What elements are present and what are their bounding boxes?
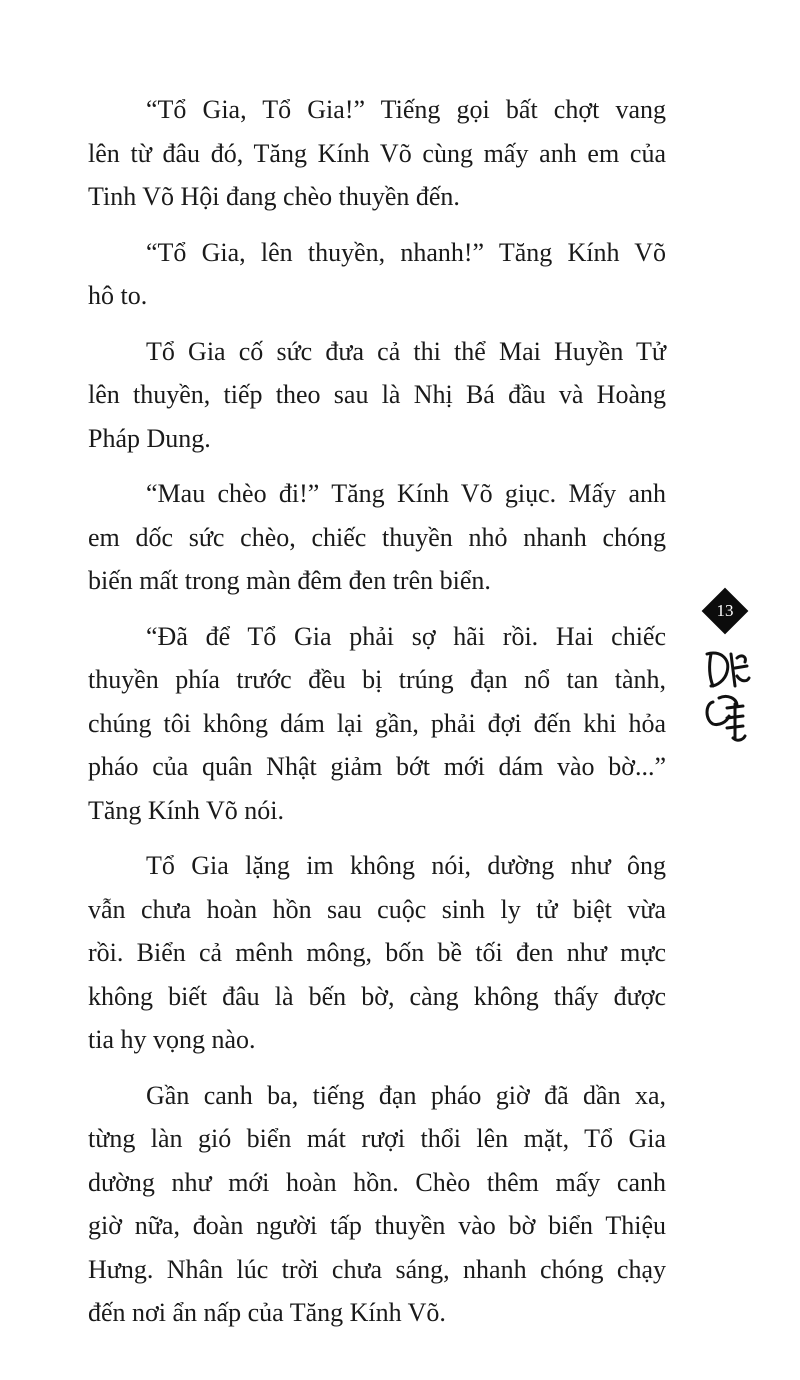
- text-line: pháo của quân Nhật giảm bớt mới dám vào bờ...”: [88, 752, 666, 781]
- text-line: chúng tôi không dám lại gần, phải đợi đến khi hỏa: [88, 708, 666, 738]
- text-line: Gần canh ba, tiếng đạn pháo giờ đã dần xa,: [146, 1080, 666, 1110]
- paragraph: [88, 231, 666, 318]
- page-number-badge: [702, 588, 748, 634]
- text-line: em dốc sức chèo, chiếc thuyền nhỏ nhanh chóng: [88, 522, 666, 552]
- text-line: lên thuyền, tiếp theo sau là Nhị Bá đầu và Hoàng: [88, 380, 666, 409]
- paragraph: [88, 330, 666, 461]
- text-line: rồi. Biển cả mênh mông, bốn bề tối đen như mực: [88, 938, 666, 967]
- page-number: 13: [716, 601, 734, 620]
- text-line: Hưng. Nhân lúc trời chưa sáng, nhanh chóng chạy: [88, 1254, 666, 1284]
- text-line: hô to.: [88, 281, 148, 310]
- text-line: tia hy vọng nào.: [88, 1025, 256, 1054]
- text-line: giờ nữa, đoàn người tấp thuyền vào bờ biển Thiệu: [88, 1211, 666, 1240]
- text-line: không biết đâu là bến bờ, càng không thấy được: [88, 981, 666, 1011]
- text-line: lên từ đâu đó, Tăng Kính Võ cùng mấy anh em của: [88, 138, 666, 168]
- text-line: từng làn gió biển mát rượi thổi lên mặt, Tổ Gia: [88, 1124, 666, 1153]
- text-line: biến mất trong màn đêm đen trên biển.: [88, 566, 491, 595]
- paragraph: [88, 472, 666, 603]
- text-line: Tổ Gia cố sức đưa cả thi thể Mai Huyền Tử: [146, 336, 666, 366]
- running-title-logo: [697, 646, 757, 746]
- paragraph: [88, 88, 666, 219]
- text-line: “Tổ Gia, lên thuyền, nhanh!” Tăng Kính Võ: [146, 237, 666, 267]
- body-text: [88, 88, 666, 1347]
- text-line: thuyền phía trước đều bị trúng đạn nổ tan tành,: [88, 665, 666, 694]
- text-line: Tổ Gia lặng im không nói, dường như ông: [146, 851, 666, 880]
- text-line: “Mau chèo đi!” Tăng Kính Võ giục. Mấy anh: [146, 479, 666, 508]
- text-line: “Tổ Gia, Tổ Gia!” Tiếng gọi bất chợt vang: [146, 95, 666, 124]
- text-line: Pháp Dung.: [88, 423, 211, 453]
- text-line: Tinh Võ Hội đang chèo thuyền đến.: [88, 182, 460, 211]
- paragraph: [88, 615, 666, 833]
- text-line: dường như mới hoàn hồn. Chèo thêm mấy canh: [88, 1167, 666, 1197]
- paragraph: [88, 844, 666, 1062]
- text-line: đến nơi ẩn nấp của Tăng Kính Võ.: [88, 1298, 446, 1327]
- text-line: Tăng Kính Võ nói.: [88, 795, 284, 825]
- text-line: “Đã để Tổ Gia phải sợ hãi rồi. Hai chiếc: [146, 621, 666, 651]
- text-line: vẫn chưa hoàn hồn sau cuộc sinh ly tử biệt vừa: [88, 894, 666, 924]
- paragraph: [88, 1074, 666, 1335]
